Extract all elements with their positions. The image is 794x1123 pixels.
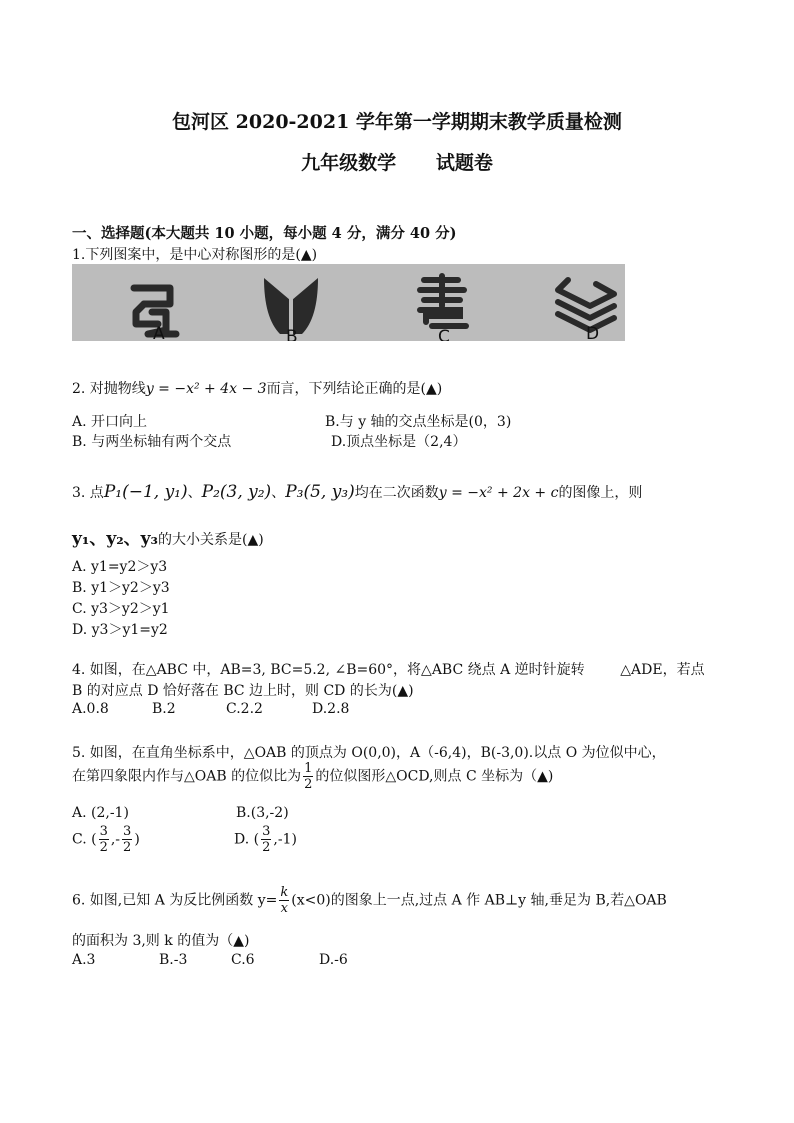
q4-line2: B 的对应点 D 恰好落在 BC 边上时，则 CD 的长为(▲) [72,683,414,699]
q3-option-c: C. y3＞y2＞y1 [72,601,170,617]
q6-frac-den: x [280,901,288,916]
q6-option-c: C.6 [231,952,255,968]
q6-option-b: B.-3 [159,952,188,968]
q5-line2 [72,762,553,791]
q4-line1: 4. 如图，在△ABC 中，AB=3, BC=5.2, ∠B=60°，将△ABC 绕点 A 逆时针旋转 △ADE，若点 [72,662,705,678]
q3-formula: y = −x² + 2x + c [438,485,559,501]
exam-title: 包河区 2020-2021 学年第一学期期末教学质量检测 [172,111,622,133]
q3-sep1: 、 [187,485,202,501]
q3-option-a: A. y1=y2＞y3 [72,559,168,575]
q5-optc-pre: C. ( [72,831,97,848]
q5-optd-frac [261,825,271,854]
q3-stem [72,482,642,502]
q4-option-b: B.2 [152,701,176,717]
q6-function-fraction [279,886,289,915]
q1-pattern-image [72,264,625,341]
q4-option-c: C.2.2 [226,701,263,717]
subtitle-text: 九年级数学 试题卷 [301,152,493,174]
q2-stem-pre: 2. 对抛物线 [72,381,146,397]
q5-optc-f2d: 2 [123,840,132,855]
q3-point-p3: P₃(5, y₃) [285,482,355,502]
q3-stem-pre: 3. 点 [72,485,104,501]
exam-subtitle [0,148,794,175]
q3-line2-post: 的大小关系是(▲) [157,532,264,548]
q5-optd-pre: D. ( [234,831,260,848]
q6-line1 [72,886,667,915]
q2-option-c: B. 与两坐标轴有两个交点 [72,434,232,450]
q3-point-p2: P₂(3, y₂) [201,482,272,502]
q5-optc-frac1 [99,825,109,854]
q5-line2-pre: 在第四象限内作与△OAB 的位似比为 [72,768,302,785]
q6-frac-num: k [280,885,289,900]
q5-optc-f1n: 3 [99,824,108,839]
pattern-strip-svg [72,264,625,341]
q5-line1: 5. 如图，在直角坐标系中，△OAB 的顶点为 O(0,0)，A（-6,4)，B(-3,0).以点 O 为位似中心， [72,745,666,761]
q5-optc-f1d: 2 [99,840,108,855]
q5-line2-post: 的位似图形△OCD,则点 C 坐标为（▲) [315,768,554,785]
q1-label-a: A [153,324,165,341]
q6-line1-pre: 6. 如图,已知 A 为反比例函数 y= [72,892,278,909]
q4-option-a: A.0.8 [72,701,109,717]
q2-option-d: D.顶点坐标是（2,4） [331,434,467,450]
q3-stem-line2 [72,524,264,549]
q3-stem-post: 的图像上，则 [558,485,643,501]
q5-optd-fn: 3 [262,824,271,839]
q3-vars: y₁、y₂、y₃ [72,529,158,549]
q6-option-d: D.-6 [319,952,348,968]
q6-line2: 的面积为 3,则 k 的值为（▲) [72,933,250,949]
q5-option-a: A. (2,-1) [72,805,129,821]
q3-stem-mid: 均在二次函数 [354,485,439,501]
q3-option-d: D. y3＞y1=y2 [72,622,168,638]
q2-option-b: B.与 y 轴的交点坐标是(0，3) [325,414,512,430]
q2-stem [72,378,442,398]
q1-label-b: B [286,327,298,341]
q2-option-a: A. 开口向上 [72,414,148,430]
q5-optc-frac2 [122,825,132,854]
q5-option-c [72,825,140,854]
q2-formula: y = −x² + 4x − 3 [145,381,267,397]
q1-label-d: D [586,324,600,341]
q5-frac-num: 1 [304,761,313,776]
q5-optc-post: ) [134,831,140,848]
q2-stem-post: 而言，下列结论正确的是(▲) [266,381,443,397]
q5-optd-fd: 2 [262,840,271,855]
q5-frac-den: 2 [304,777,313,792]
q3-option-b: B. y1＞y2＞y3 [72,580,170,596]
q5-option-d [234,825,297,854]
q5-option-b: B.(3,-2) [236,805,289,821]
q3-sep2: 、 [271,485,286,501]
q4-option-d: D.2.8 [312,701,350,717]
section-heading: 一、选择题(本大题共 10 小题，每小题 4 分，满分 40 分) [72,225,457,242]
q1-label-c: C [438,327,450,341]
q6-line1-post: (x<0)的图象上一点,过点 A 作 AB⊥y 轴,垂足为 B,若△OAB [291,892,667,909]
q3-point-p1: P₁(−1, y₁) [103,482,188,502]
q5-optc-f2n: 3 [123,824,132,839]
q5-optc-mid: ,- [110,831,121,848]
q1-stem: 1.下列图案中，是中心对称图形的是(▲) [72,247,318,263]
q5-optd-post: ,-1) [273,831,297,848]
q6-option-a: A.3 [72,952,96,968]
q5-ratio-fraction [303,762,313,791]
